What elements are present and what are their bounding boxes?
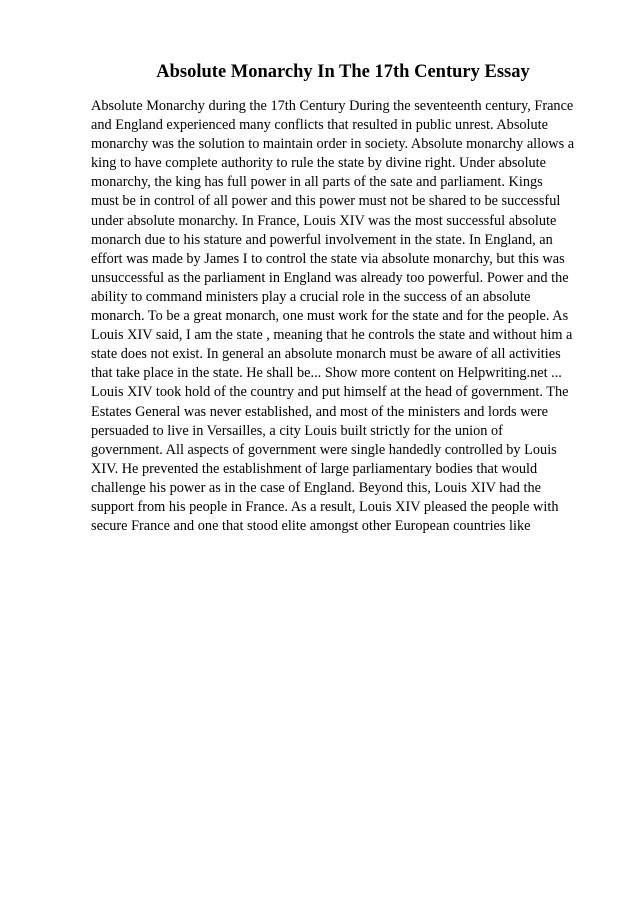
text-line: XIV. He prevented the establishment of large parliamentary bodies that would (91, 460, 538, 477)
text-line: state does not exist. In general an absolute monarch must be aware of all activities (91, 346, 561, 363)
text-line: Absolute Monarchy during the 17th Century During the seventeenth century, France (91, 98, 574, 114)
text-line: Louis XIV said, I am the state , meaning that he controls the state and without him a (91, 327, 573, 344)
text-line: secure France and one that stood elite amongst other European countries like (91, 518, 531, 535)
text-line: and England experienced many conflicts that resulted in public unrest. Absolute (91, 117, 548, 134)
text-line: monarchy, the king has full power in all parts of the sate and parliament. Kings (91, 174, 543, 191)
text-line: monarchy was the solution to maintain order in society. Absolute monarchy allows a (91, 136, 575, 153)
text-line: Estates General was never established, and most of the ministers and lords were (91, 403, 548, 420)
document-title: Absolute Monarchy In The 17th Century Essay (156, 62, 530, 82)
text-line: monarch. To be a great monarch, one must work for the state and for the people. As (91, 308, 569, 325)
text-line: that take place in the state. He shall be... Show more content on Helpwriting.net ... (91, 365, 562, 382)
text-line: government. All aspects of government were single handedly controlled by Louis (91, 441, 557, 458)
text-line: ability to command ministers play a crucial role in the success of an absolute (91, 288, 531, 305)
essay-body (91, 97, 611, 536)
text-line: Louis XIV took hold of the country and put himself at the head of government. The (91, 384, 569, 401)
text-line: under absolute monarchy. In France, Louis XIV was the most successful absolute (91, 212, 557, 229)
text-line: support from his people in France. As a result, Louis XIV pleased the people with (91, 498, 559, 515)
text-line: must be in control of all power and this power must not be shared to be successful (91, 193, 561, 210)
text-line: effort was made by James I to control the state via absolute monarchy, but this was (91, 250, 565, 267)
text-line: king to have complete authority to rule the state by divine right. Under absolute (91, 155, 547, 172)
text-line: challenge his power as in the case of England. Beyond this, Louis XIV had the (91, 479, 541, 496)
text-line: monarch due to his stature and powerful involvement in the state. In England, an (91, 231, 553, 248)
text-line: unsuccessful as the parliament in England was already too powerful. Power and the (91, 269, 569, 286)
text-line: persuaded to live in Versailles, a city Louis built strictly for the union of (91, 422, 503, 439)
